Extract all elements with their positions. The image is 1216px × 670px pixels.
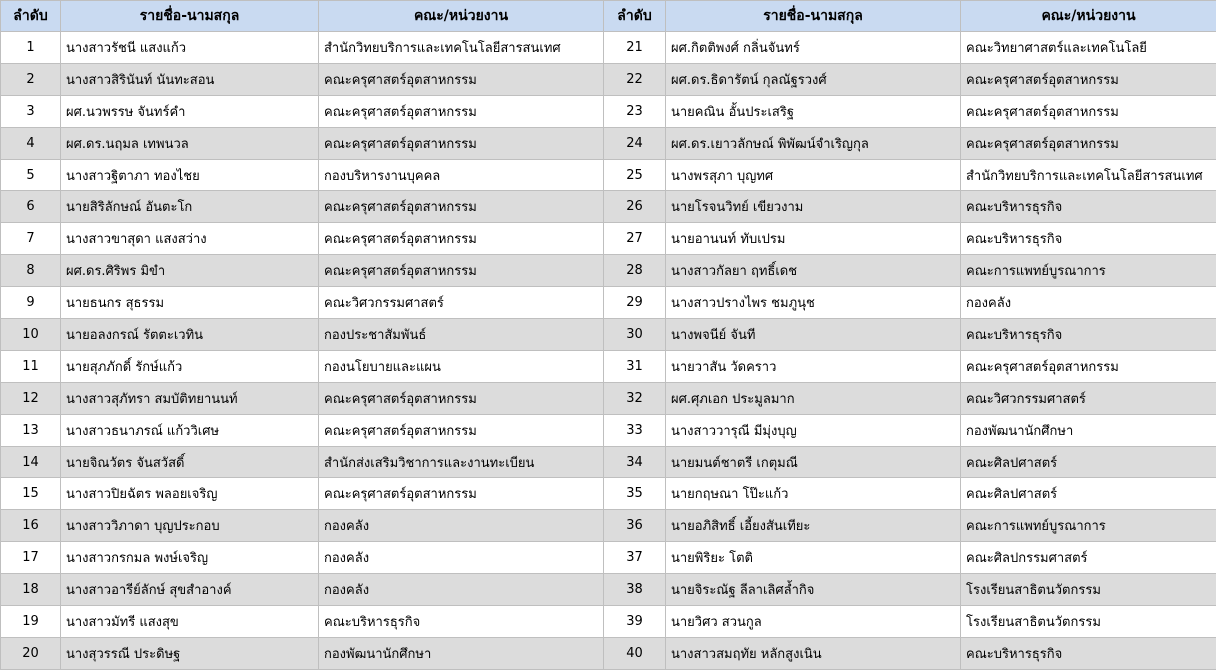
order-cell[interactable]: 16 <box>1 510 61 542</box>
table-row <box>1 414 1216 446</box>
unit-cell[interactable]: สำนักส่งเสริมวิชาการและงานทะเบียน <box>319 446 604 478</box>
name-cell[interactable]: นางสาวอารีย์ลักษ์ สุขสำอางค์ <box>61 574 319 606</box>
order-cell[interactable]: 26 <box>604 191 666 223</box>
order-cell[interactable]: 19 <box>1 606 61 638</box>
order-cell[interactable]: 36 <box>604 510 666 542</box>
table-row <box>1 606 1216 638</box>
table-row <box>1 32 1216 64</box>
col-header-name-2: รายชื่อ-นามสกุล <box>666 1 961 32</box>
unit-cell[interactable]: คณะบริหารธุรกิจ <box>961 637 1216 669</box>
name-cell[interactable]: นางสุวรรณี ประดิษฐ <box>61 637 319 669</box>
name-cell[interactable]: นางสาวมัทรี แสงสุข <box>61 606 319 638</box>
col-header-name-1: รายชื่อ-นามสกุล <box>61 1 319 32</box>
name-cell[interactable]: ผศ.ดร.นฤมล เทพนวล <box>61 127 319 159</box>
order-cell[interactable]: 32 <box>604 382 666 414</box>
table-row <box>1 191 1216 223</box>
name-cell[interactable]: นายพิริยะ โตติ <box>666 542 961 574</box>
col-header-order-1: ลำดับ <box>1 1 61 32</box>
unit-cell[interactable]: สำนักวิทยบริการและเทคโนโลยีสารสนเทศ <box>961 159 1216 191</box>
name-cell[interactable]: ผศ.ดร.ศิริพร มิขำ <box>61 255 319 287</box>
unit-cell[interactable]: กองคลัง <box>961 287 1216 319</box>
order-cell[interactable]: 24 <box>604 127 666 159</box>
name-cell[interactable]: นายกฤษณา โป๊ะแก้ว <box>666 478 961 510</box>
order-cell[interactable]: 9 <box>1 287 61 319</box>
unit-cell[interactable]: คณะครุศาสตร์อุตสาหกรรม <box>319 382 604 414</box>
order-cell[interactable]: 8 <box>1 255 61 287</box>
table-row <box>1 478 1216 510</box>
unit-cell[interactable]: กองประชาสัมพันธ์ <box>319 319 604 351</box>
order-cell[interactable]: 29 <box>604 287 666 319</box>
unit-cell[interactable]: คณะครุศาสตร์อุตสาหกรรม <box>319 223 604 255</box>
unit-cell[interactable]: คณะครุศาสตร์อุตสาหกรรม <box>319 95 604 127</box>
unit-cell[interactable]: คณะครุศาสตร์อุตสาหกรรม <box>961 127 1216 159</box>
name-cell[interactable]: นายโรจนวิทย์ เขียวงาม <box>666 191 961 223</box>
table-row <box>1 637 1216 669</box>
order-cell[interactable]: 7 <box>1 223 61 255</box>
unit-cell[interactable]: คณะการแพทย์บูรณาการ <box>961 510 1216 542</box>
unit-cell[interactable]: กองพัฒนานักศึกษา <box>961 414 1216 446</box>
name-cell[interactable]: นางสาววารุณี มีมุ่งบุญ <box>666 414 961 446</box>
unit-cell[interactable]: คณะศิลปกรรมศาสตร์ <box>961 542 1216 574</box>
name-cell[interactable]: นายวิศว สวนกูล <box>666 606 961 638</box>
unit-cell[interactable]: คณะวิทยาศาสตร์และเทคโนโลยี <box>961 32 1216 64</box>
name-cell[interactable]: นางสาวกรกมล พงษ์เจริญ <box>61 542 319 574</box>
name-cell[interactable]: นายอานนท์ ทับเปรม <box>666 223 961 255</box>
table-row <box>1 287 1216 319</box>
unit-cell[interactable]: คณะครุศาสตร์อุตสาหกรรม <box>319 191 604 223</box>
order-cell[interactable]: 28 <box>604 255 666 287</box>
table-row <box>1 542 1216 574</box>
order-cell[interactable]: 39 <box>604 606 666 638</box>
order-cell[interactable]: 18 <box>1 574 61 606</box>
unit-cell[interactable]: คณะวิศวกรรมศาสตร์ <box>319 287 604 319</box>
name-cell[interactable]: ผศ.ดร.เยาวลักษณ์ พิพัฒน์จำเริญกุล <box>666 127 961 159</box>
order-cell[interactable]: 14 <box>1 446 61 478</box>
order-cell[interactable]: 5 <box>1 159 61 191</box>
table-row <box>1 350 1216 382</box>
unit-cell[interactable]: คณะบริหารธุรกิจ <box>961 223 1216 255</box>
table-row <box>1 223 1216 255</box>
name-cell[interactable]: นางสาวธนาภรณ์ แก้ววิเศษ <box>61 414 319 446</box>
unit-cell[interactable]: กองคลัง <box>319 542 604 574</box>
unit-cell[interactable]: คณะวิศวกรรมศาสตร์ <box>961 382 1216 414</box>
name-cell[interactable]: นางพจนีย์ จันที <box>666 319 961 351</box>
order-cell[interactable]: 4 <box>1 127 61 159</box>
col-header-unit-1: คณะ/หน่วยงาน <box>319 1 604 32</box>
unit-cell[interactable]: คณะบริหารธุรกิจ <box>961 319 1216 351</box>
name-cell[interactable]: ผศ.กิตติพงศ์ กลิ่นจันทร์ <box>666 32 961 64</box>
name-cell[interactable]: นายวาสัน วัดคราว <box>666 350 961 382</box>
table-row <box>1 446 1216 478</box>
order-cell[interactable]: 11 <box>1 350 61 382</box>
order-cell[interactable]: 22 <box>604 63 666 95</box>
name-cell[interactable]: นางสาวสมฤทัย หลักสูงเนิน <box>666 637 961 669</box>
order-cell[interactable]: 38 <box>604 574 666 606</box>
table-row <box>1 159 1216 191</box>
col-header-unit-2: คณะ/หน่วยงาน <box>961 1 1216 32</box>
unit-cell[interactable]: คณะครุศาสตร์อุตสาหกรรม <box>319 127 604 159</box>
name-cell[interactable]: ผศ.นวพรรษ จันทร์คำ <box>61 95 319 127</box>
order-cell[interactable]: 15 <box>1 478 61 510</box>
order-cell[interactable]: 17 <box>1 542 61 574</box>
name-cell[interactable]: นายคณิน อั้นประเสริฐ <box>666 95 961 127</box>
name-cell[interactable]: นางสาวสิรินันท์ นันทะสอน <box>61 63 319 95</box>
name-cell[interactable]: นายอลงกรณ์ รัตตะเวทิน <box>61 319 319 351</box>
unit-cell[interactable]: คณะครุศาสตร์อุตสาหกรรม <box>319 414 604 446</box>
name-cell[interactable]: นางสาวขาสุดา แสงสว่าง <box>61 223 319 255</box>
unit-cell[interactable]: คณะครุศาสตร์อุตสาหกรรม <box>319 255 604 287</box>
name-cell[interactable]: นายสุภภักดิ์ รักษ์แก้ว <box>61 350 319 382</box>
order-cell[interactable]: 10 <box>1 319 61 351</box>
table-row <box>1 319 1216 351</box>
name-cell[interactable]: นางพรสุภา บุญทศ <box>666 159 961 191</box>
table-row <box>1 127 1216 159</box>
order-cell[interactable]: 20 <box>1 637 61 669</box>
order-cell[interactable]: 35 <box>604 478 666 510</box>
table-body <box>1 32 1216 670</box>
name-cell[interactable]: นางสาวฐิตาภา ทองไชย <box>61 159 319 191</box>
name-cell[interactable]: ผศ.ศุภเอก ประมูลมาก <box>666 382 961 414</box>
order-cell[interactable]: 40 <box>604 637 666 669</box>
unit-cell[interactable]: กองนโยบายและแผน <box>319 350 604 382</box>
name-cell[interactable]: นายจิระณัฐ ลีลาเลิศล้ำกิจ <box>666 574 961 606</box>
unit-cell[interactable]: คณะครุศาสตร์อุตสาหกรรม <box>319 478 604 510</box>
order-cell[interactable]: 2 <box>1 63 61 95</box>
unit-cell[interactable]: คณะการแพทย์บูรณาการ <box>961 255 1216 287</box>
name-cell[interactable]: นายสิริลักษณ์ อันตะโก <box>61 191 319 223</box>
unit-cell[interactable]: โรงเรียนสาธิตนวัตกรรม <box>961 606 1216 638</box>
unit-cell[interactable]: คณะครุศาสตร์อุตสาหกรรม <box>961 63 1216 95</box>
unit-cell[interactable]: กองคลัง <box>319 574 604 606</box>
table-row <box>1 574 1216 606</box>
order-cell[interactable]: 1 <box>1 32 61 64</box>
table-row <box>1 255 1216 287</box>
unit-cell[interactable]: กองพัฒนานักศึกษา <box>319 637 604 669</box>
name-cell[interactable]: นางสาวปรางไพร ชมภูนุช <box>666 287 961 319</box>
order-cell[interactable]: 23 <box>604 95 666 127</box>
unit-cell[interactable]: กองคลัง <box>319 510 604 542</box>
unit-cell[interactable]: คณะครุศาสตร์อุตสาหกรรม <box>319 63 604 95</box>
unit-cell[interactable]: คณะครุศาสตร์อุตสาหกรรม <box>961 95 1216 127</box>
table-row <box>1 95 1216 127</box>
name-cell[interactable]: ผศ.ดร.ธิดารัตน์ กุลณัฐรวงศ์ <box>666 63 961 95</box>
table-row <box>1 510 1216 542</box>
order-cell[interactable]: 13 <box>1 414 61 446</box>
unit-cell[interactable]: กองบริหารงานบุคคล <box>319 159 604 191</box>
unit-cell[interactable]: สำนักวิทยบริการและเทคโนโลยีสารสนเทศ <box>319 32 604 64</box>
order-cell[interactable]: 6 <box>1 191 61 223</box>
order-cell[interactable]: 30 <box>604 319 666 351</box>
order-cell[interactable]: 12 <box>1 382 61 414</box>
order-cell[interactable]: 21 <box>604 32 666 64</box>
unit-cell[interactable]: คณะครุศาสตร์อุตสาหกรรม <box>961 350 1216 382</box>
name-cell[interactable]: นางสาวรัชนี แสงแก้ว <box>61 32 319 64</box>
name-cell[interactable]: นายอภิสิทธิ์ เอี้ยงสันเทียะ <box>666 510 961 542</box>
table-row <box>1 63 1216 95</box>
unit-cell[interactable]: คณะศิลปศาสตร์ <box>961 478 1216 510</box>
name-cell[interactable]: นางสาวกัลยา ฤทธิ์เดช <box>666 255 961 287</box>
order-cell[interactable]: 34 <box>604 446 666 478</box>
col-header-order-2: ลำดับ <box>604 1 666 32</box>
name-cell[interactable]: นายจิณวัตร จันสวัสดิ์ <box>61 446 319 478</box>
table-row <box>1 382 1216 414</box>
order-cell[interactable]: 27 <box>604 223 666 255</box>
unit-cell[interactable]: โรงเรียนสาธิตนวัตกรรม <box>961 574 1216 606</box>
order-cell[interactable]: 31 <box>604 350 666 382</box>
name-cell[interactable]: นางสาวสุภัทรา สมบัติทยานนท์ <box>61 382 319 414</box>
name-cell[interactable]: นางสาวปิยฉัตร พลอยเจริญ <box>61 478 319 510</box>
order-cell[interactable]: 25 <box>604 159 666 191</box>
unit-cell[interactable]: คณะบริหารธุรกิจ <box>319 606 604 638</box>
name-cell[interactable]: นายมนต์ชาตรี เกตุมณี <box>666 446 961 478</box>
unit-cell[interactable]: คณะศิลปศาสตร์ <box>961 446 1216 478</box>
name-cell[interactable]: นายธนกร สุธรรม <box>61 287 319 319</box>
order-cell[interactable]: 3 <box>1 95 61 127</box>
header-row <box>1 1 1216 32</box>
unit-cell[interactable]: คณะบริหารธุรกิจ <box>961 191 1216 223</box>
name-cell[interactable]: นางสาววิภาดา บุญประกอบ <box>61 510 319 542</box>
order-cell[interactable]: 37 <box>604 542 666 574</box>
order-cell[interactable]: 33 <box>604 414 666 446</box>
